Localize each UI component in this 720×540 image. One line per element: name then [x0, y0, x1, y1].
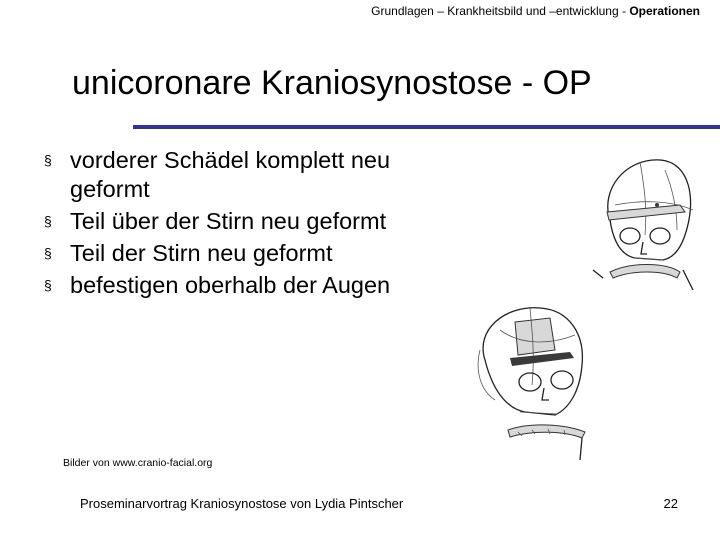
title-underline — [133, 125, 720, 129]
footer-text: Proseminarvortrag Kraniosynostose von Lydia Pintscher — [80, 496, 404, 511]
breadcrumb-current: Operationen — [629, 4, 700, 18]
bullet-marker: § — [44, 213, 52, 229]
breadcrumb-prefix: Grundlagen – Krankheitsbild und –entwicklung - — [371, 4, 630, 18]
bullet-marker: § — [44, 245, 52, 261]
page-number: 22 — [663, 496, 678, 511]
bullet-item — [44, 207, 464, 236]
breadcrumb — [0, 4, 700, 18]
bullet-item — [44, 146, 464, 204]
bullet-marker: § — [44, 152, 52, 168]
bullet-text: Teil über der Stirn neu geformt — [70, 208, 387, 234]
image-credit: Bilder von www.cranio-facial.org — [63, 457, 213, 469]
skull-illustration-bottom — [470, 300, 605, 465]
bullet-text: Teil der Stirn neu geformt — [70, 240, 333, 266]
bullet-marker: § — [44, 277, 52, 293]
slide-title: unicoronare Kraniosynostose - OP — [72, 64, 592, 102]
bullet-text: befestigen oberhalb der Augen — [70, 272, 391, 298]
skull-illustration-top — [585, 150, 705, 300]
bullet-text: vorderer Schädel komplett neu geformt — [70, 147, 391, 202]
bullet-item — [44, 271, 464, 300]
bullet-list — [44, 146, 464, 303]
bullet-item — [44, 239, 464, 268]
